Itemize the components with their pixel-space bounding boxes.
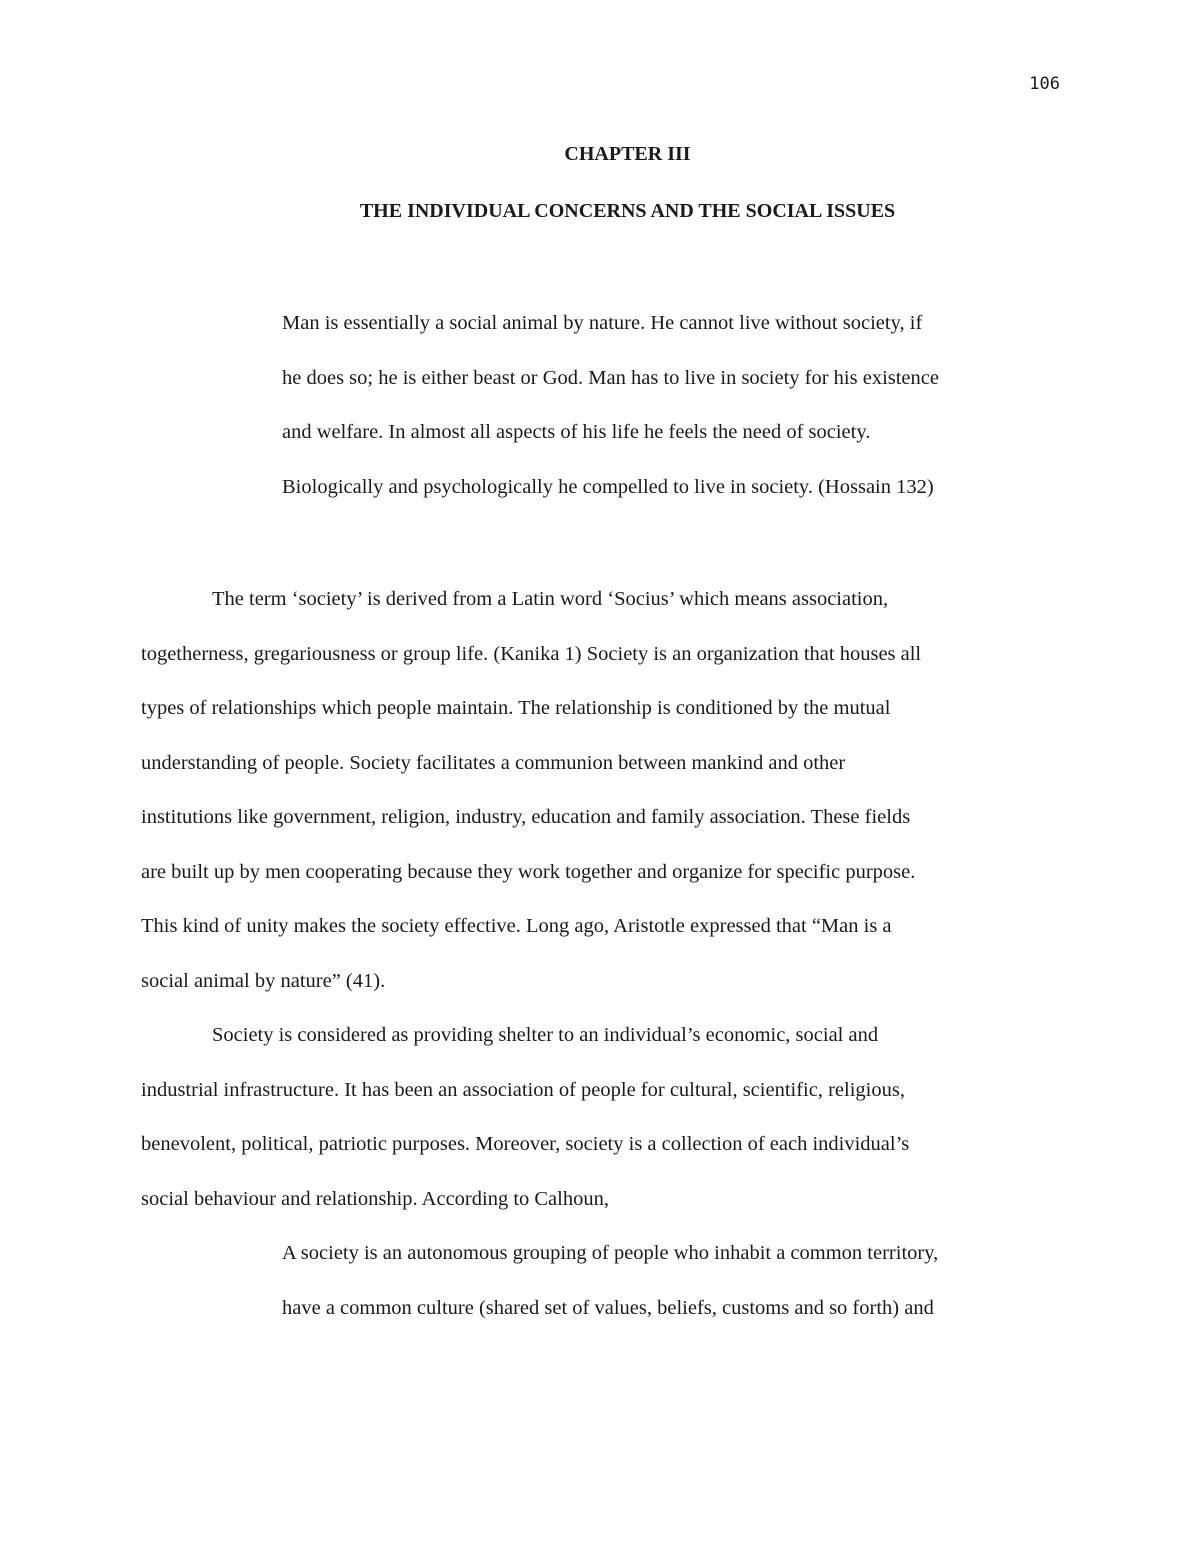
quote-line: he does so; he is either beast or God. Man has to live in society for his existence [282, 366, 939, 389]
paragraph-line: are built up by men cooperating because they work together and organize for specific purpose. [141, 860, 916, 883]
chapter-title: CHAPTER III [564, 143, 691, 165]
paragraph-line: Society is considered as providing shelter to an individual’s economic, social and [212, 1024, 879, 1046]
paragraph-line: togetherness, gregariousness or group life. (Kanika 1) Society is an organization that houses all [141, 642, 922, 665]
paragraph-line: institutions like government, religion, industry, education and family association. These fields [141, 806, 911, 828]
chapter-subtitle: THE INDIVIDUAL CONCERNS AND THE SOCIAL ISSUES [359, 200, 896, 222]
quote-line: have a common culture (shared set of values, beliefs, customs and so forth) and [282, 1296, 934, 1319]
paragraph-line: social animal by nature” (41). [141, 969, 386, 992]
quote-line: Man is essentially a social animal by nature. He cannot live without society, if [282, 312, 923, 334]
paragraph-society-shelter [141, 1008, 921, 1226]
paragraph-line: understanding of people. Society facilitates a communion between mankind and other [141, 751, 846, 774]
paragraph-line: industrial infrastructure. It has been an association of people for cultural, scientific, religious, [141, 1078, 905, 1101]
paragraph-line: The term ‘society’ is derived from a Latin word ‘Socius’ which means association, [212, 588, 889, 610]
quote-line: and welfare. In almost all aspects of his life he feels the need of society. [282, 421, 871, 443]
paragraph-line: social behaviour and relationship. According to Calhoun, [141, 1187, 609, 1210]
block-quote-hossain [282, 296, 939, 514]
paragraph-line: benevolent, political, patriotic purposes. Moreover, society is a collection of each individual’s [141, 1133, 910, 1155]
page-number: 106 [1029, 74, 1060, 94]
paragraph-line: This kind of unity makes the society effective. Long ago, Aristotle expressed that “Man is a [141, 915, 892, 937]
quote-line: Biologically and psychologically he compelled to live in society. (Hossain 132) [282, 475, 934, 498]
paragraph-line: types of relationships which people maintain. The relationship is conditioned by the mutual [141, 697, 891, 719]
block-quote-calhoun [282, 1226, 938, 1335]
quote-line: A society is an autonomous grouping of people who inhabit a common territory, [282, 1242, 939, 1264]
paragraph-society-definition [141, 572, 921, 1008]
body-text [141, 572, 921, 1226]
